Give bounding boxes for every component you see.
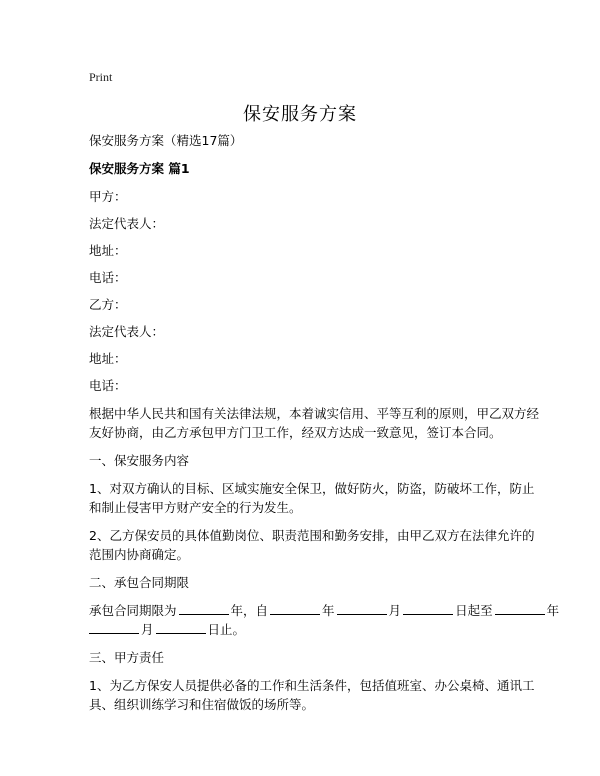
period-prefix: 承包合同期限为 xyxy=(89,603,177,618)
s1-item2-line2: 范围内协商确定。 xyxy=(89,547,190,562)
contract-period-line1 xyxy=(89,601,560,620)
contract-period-line2 xyxy=(89,620,521,639)
party-a-phone-label: 电话： xyxy=(89,270,127,285)
party-a-address-label: 地址： xyxy=(89,243,127,258)
intro-paragraph-line2: 友好协商，由乙方承包甲方门卫工作，经双方达成一致意见，签订本合同。 xyxy=(89,425,502,440)
section1-title: 一、保安服务内容 xyxy=(89,453,190,468)
blank-start-year xyxy=(270,602,320,615)
s3-item1-line1: 1、为乙方保安人员提供必备的工作和生活条件，包括值班室、办公桌椅、通讯工 xyxy=(89,678,535,693)
party-b-label: 乙方： xyxy=(89,297,127,312)
s1-item2-line1: 2、乙方保安员的具体值勤岗位、职责范围和勤务安排，由甲乙双方在法律允许的 xyxy=(89,528,535,543)
period-year3-label: 年 xyxy=(546,603,560,618)
print-label: Print xyxy=(89,70,113,84)
period-month-label: 月 xyxy=(388,603,402,618)
period-end-label: 日止。 xyxy=(207,622,246,637)
document-title: 保安服务方案 xyxy=(243,104,357,125)
section-heading: 保安服务方案 篇1 xyxy=(89,161,190,176)
party-a-label: 甲方： xyxy=(89,189,127,204)
intro-paragraph-line1: 根据中华人民共和国有关法律法规，本着诚实信用、平等互利的原则，甲乙双方经 xyxy=(89,406,540,421)
blank-end-year xyxy=(495,602,545,615)
period-day-from-label: 日起至 xyxy=(455,603,493,618)
s3-item1-line2: 具、组织训练学习和住宿做饭的场所等。 xyxy=(89,697,315,712)
document-subtitle: 保安服务方案（精选17篇） xyxy=(89,133,243,148)
s1-item1-line1: 1、对双方确认的目标、区域实施安全保卫，做好防火，防盗，防破坏工作，防止 xyxy=(89,481,535,496)
party-b-rep-label: 法定代表人： xyxy=(89,324,165,339)
party-a-rep-label: 法定代表人： xyxy=(89,216,165,231)
blank-end-day xyxy=(156,621,206,634)
period-month2-label: 月 xyxy=(141,622,154,637)
s1-item1-line2: 和制止侵害甲方财产安全的行为发生。 xyxy=(89,500,302,515)
party-b-phone-label: 电话： xyxy=(89,378,127,393)
blank-year-count xyxy=(179,602,229,615)
period-year2-label: 年 xyxy=(322,603,335,618)
section2-title: 二、承包合同期限 xyxy=(89,575,190,590)
section3-title: 三、甲方责任 xyxy=(89,650,165,665)
period-year-label: 年，自 xyxy=(230,603,269,618)
party-b-address-label: 地址： xyxy=(89,351,127,366)
blank-end-month xyxy=(89,621,139,634)
blank-start-month xyxy=(337,602,387,615)
blank-start-day xyxy=(403,602,453,615)
